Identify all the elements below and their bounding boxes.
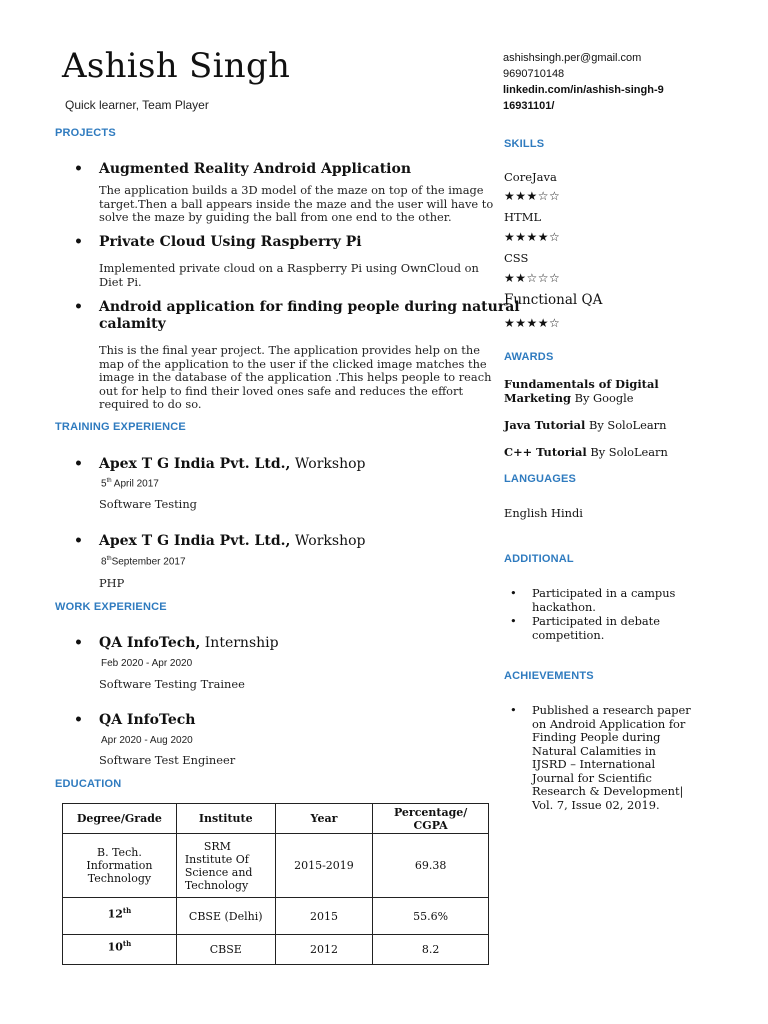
desc-line: The application builds a 3D model of the maze on top of the image <box>99 183 484 197</box>
column-header: Year <box>275 804 373 834</box>
education-table <box>62 803 489 965</box>
header-line: CGPA <box>413 818 448 832</box>
score-cell: 8.2 <box>373 935 489 965</box>
text-line: Journal for Scientific <box>532 770 652 785</box>
degree-number: 12 <box>107 907 123 921</box>
degree-suffix: th <box>122 939 132 948</box>
score-cell: 55.6% <box>373 898 489 935</box>
column-header <box>373 804 489 834</box>
training-heading <box>99 456 366 473</box>
bullet-icon: • <box>74 712 83 728</box>
org-name: Apex T G India Pvt. Ltd., <box>99 456 291 472</box>
desc-line: This is the final year project. The application provides help on the <box>99 343 480 357</box>
header-line: Percentage/ <box>393 805 468 819</box>
project-title <box>99 299 520 333</box>
text-line: Finding People during <box>532 730 661 744</box>
desc-line: Implemented private cloud on a Raspberry Pi using OwnCloud on <box>99 261 479 275</box>
table-row <box>63 935 489 965</box>
text-line: Natural Calamities in <box>532 743 656 758</box>
training-date <box>101 478 159 489</box>
training-date <box>101 556 186 567</box>
cell-line: B. Tech. <box>97 846 142 859</box>
bullet-icon: • <box>74 635 83 651</box>
work-date: Feb 2020 - Apr 2020 <box>101 658 193 669</box>
table-header-row <box>63 804 489 834</box>
list-item-text <box>532 587 692 614</box>
degree-cell <box>63 935 177 965</box>
text-line: Participated in debate <box>532 614 660 628</box>
list-item-text <box>532 615 692 642</box>
cell-line: Science and <box>184 865 253 879</box>
column-header: Degree/Grade <box>63 804 177 834</box>
date-suffix: th <box>106 478 112 484</box>
bullet-icon: • <box>74 456 83 472</box>
section-title-education: EDUCATION <box>55 778 122 790</box>
table-row <box>63 898 489 935</box>
org-name: QA InfoTech <box>99 712 196 728</box>
candidate-name: Ashish Singh <box>62 46 291 86</box>
cell-line: Technology <box>184 878 249 892</box>
date-day: 8 <box>101 556 107 568</box>
institute-cell <box>176 834 275 898</box>
degree-cell <box>63 834 177 898</box>
star-rating-icon: ★★★★☆ <box>504 316 561 330</box>
award-issuer: By Google <box>570 390 634 405</box>
training-role: Software Testing <box>99 497 197 511</box>
bullet-icon: • <box>510 586 517 600</box>
section-title-projects: PROJECTS <box>55 127 116 139</box>
engagement-type: Internship <box>200 635 279 651</box>
engagement-type: Workshop <box>290 533 366 549</box>
date-rest: April 2017 <box>111 478 159 490</box>
list-item-text <box>532 704 692 812</box>
award-title: Marketing <box>504 390 571 405</box>
desc-line: required to do so. <box>99 397 202 411</box>
section-title-awards: AWARDS <box>504 351 554 363</box>
year-cell: 2015-2019 <box>275 834 373 898</box>
table-row <box>63 834 489 898</box>
star-rating-icon: ★★★★☆ <box>504 230 561 244</box>
text-line: Published a research paper <box>532 703 691 717</box>
date-rest: September 2017 <box>111 556 186 568</box>
bullet-icon: • <box>510 703 517 717</box>
org-name: Apex T G India Pvt. Ltd., <box>99 533 291 549</box>
work-date: Apr 2020 - Aug 2020 <box>101 735 193 746</box>
engagement-type: Workshop <box>290 456 366 472</box>
title-line: Android application for finding people during natural <box>99 299 520 315</box>
cell-line: SRM <box>203 839 231 853</box>
award-title: Java Tutorial <box>504 418 586 432</box>
section-title-achievements: ACHIEVEMENTS <box>504 670 594 682</box>
languages-list: English Hindi <box>504 506 583 520</box>
work-heading <box>99 635 279 652</box>
training-heading <box>99 533 366 550</box>
year-cell: 2012 <box>275 935 373 965</box>
desc-line: target.Then a ball appears inside the maze and the user will have to <box>99 196 494 211</box>
award-title: C++ Tutorial <box>504 445 587 459</box>
skill-name: Functional QA <box>504 292 603 308</box>
award-item <box>504 446 694 460</box>
desc-line: solve the maze by guiding the ball from one end to the other. <box>99 210 452 224</box>
desc-line: map of the application to the user if the clicked image matches the <box>99 356 487 371</box>
cell-line: Information <box>86 859 153 872</box>
date-suffix: th <box>106 556 112 562</box>
award-issuer: By SoloLearn <box>585 418 667 432</box>
section-title-languages: LANGUAGES <box>504 473 577 485</box>
year-cell: 2015 <box>275 898 373 935</box>
star-rating-icon: ★★★☆☆ <box>504 189 561 203</box>
work-role: Software Test Engineer <box>99 753 236 767</box>
project-description <box>99 344 491 412</box>
desc-line: Diet Pi. <box>99 274 142 289</box>
work-role: Software Testing Trainee <box>99 677 245 691</box>
score-cell: 69.38 <box>373 834 489 898</box>
phone-number: 9690710148 <box>503 68 565 80</box>
bullet-icon: • <box>74 533 83 549</box>
text-line: IJSRD – International <box>532 757 656 771</box>
star-rating-icon: ★★☆☆☆ <box>504 271 561 285</box>
work-heading <box>99 712 195 729</box>
degree-number: 10 <box>107 940 123 954</box>
linkedin-link-continued[interactable]: 16931101/ <box>503 100 555 112</box>
org-name: QA InfoTech, <box>99 635 201 651</box>
date-day: 5 <box>101 478 107 490</box>
bullet-icon: • <box>510 614 517 628</box>
project-description <box>99 184 493 225</box>
section-title-additional: ADDITIONAL <box>504 553 574 565</box>
degree-cell <box>63 898 177 935</box>
award-title: Fundamentals of Digital <box>504 377 659 391</box>
skill-name: CoreJava <box>504 170 557 184</box>
desc-line: image in the database of the application .This helps people to reach <box>99 370 492 384</box>
cell-line: Institute Of <box>184 852 249 866</box>
project-description <box>99 262 479 289</box>
title-line: calamity <box>99 316 166 332</box>
section-title-work: WORK EXPERIENCE <box>55 601 167 613</box>
institute-cell: CBSE <box>176 935 275 965</box>
project-title: Private Cloud Using Raspberry Pi <box>99 234 362 250</box>
skill-name: CSS <box>504 251 529 265</box>
training-role: PHP <box>99 576 125 590</box>
section-title-skills: SKILLS <box>504 138 545 150</box>
degree-suffix: th <box>122 906 132 915</box>
bullet-icon: • <box>74 234 83 250</box>
desc-line: out for help to find their loved ones safe and reduces the effort <box>99 383 464 398</box>
project-title: Augmented Reality Android Application <box>99 161 411 177</box>
bullet-icon: • <box>74 299 83 315</box>
text-line: Participated in a campus <box>532 586 676 600</box>
award-item <box>504 419 694 433</box>
skill-name: HTML <box>504 210 542 224</box>
cell-line: Technology <box>87 872 152 885</box>
email-link[interactable]: ashishsingh.per@gmail.com <box>503 52 642 64</box>
award-issuer: By SoloLearn <box>586 445 668 459</box>
text-line: hackathon. <box>532 599 596 614</box>
tagline: Quick learner, Team Player <box>65 98 209 112</box>
institute-cell: CBSE (Delhi) <box>176 898 275 935</box>
bullet-icon: • <box>74 161 83 177</box>
award-item <box>504 378 694 405</box>
linkedin-link[interactable]: linkedin.com/in/ashish-singh-9 <box>503 84 664 96</box>
column-header: Institute <box>176 804 275 834</box>
text-line: Vol. 7, Issue 02, 2019. <box>532 797 660 812</box>
text-line: competition. <box>532 627 605 642</box>
text-line: on Android Application for <box>532 716 686 731</box>
section-title-training: TRAINING EXPERIENCE <box>55 421 186 433</box>
text-line: Research & Development| <box>532 784 684 798</box>
